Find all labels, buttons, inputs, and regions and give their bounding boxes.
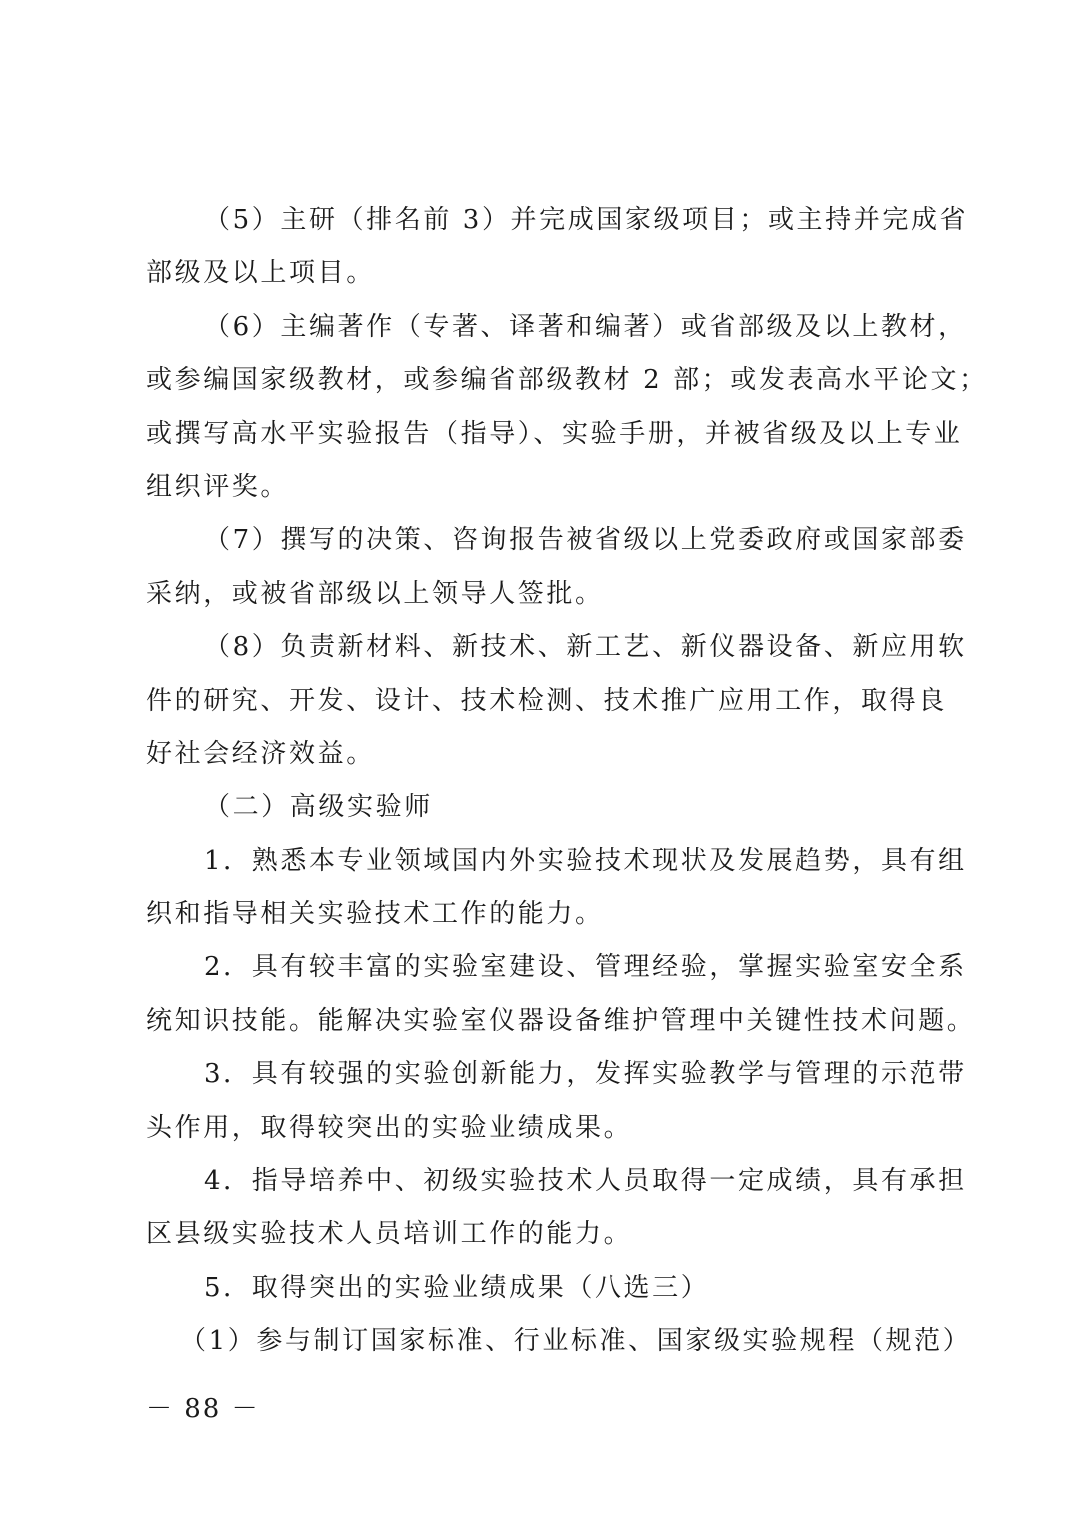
paragraph-line-point-2: 2．具有较丰富的实验室建设、管理经验，掌握实验室安全系 xyxy=(204,952,967,983)
paragraph-line-item-7-cont: 采纳，或被省部级以上领导人签批。 xyxy=(146,578,604,609)
paragraph-line-point-4-cont: 区县级实验技术人员培训工作的能力。 xyxy=(146,1219,633,1250)
paragraph-line-item-8: （8）负责新材料、新技术、新工艺、新仪器设备、新应用软 xyxy=(204,632,967,663)
section-heading-senior-experimenter: （二）高级实验师 xyxy=(204,792,433,823)
paragraph-line-item-8-cont-1: 件的研究、开发、设计、技术检测、技术推广应用工作，取得良 xyxy=(146,685,947,716)
body-text xyxy=(146,194,988,1369)
paragraph-line-item-6-cont-2: 或撰写高水平实验报告（指导）、实验手册，并被省级及以上专业 xyxy=(146,418,963,449)
paragraph-line-point-4: 4．指导培养中、初级实验技术人员取得一定成绩，具有承担 xyxy=(204,1166,967,1197)
paragraph-line-point-3: 3．具有较强的实验创新能力，发挥实验教学与管理的示范带 xyxy=(204,1059,967,1090)
paragraph-line-point-3-cont: 头作用，取得较突出的实验业绩成果。 xyxy=(146,1112,633,1143)
paragraph-line-item-5: （5）主研（排名前 3）并完成国家级项目；或主持并完成省 xyxy=(204,205,969,235)
paragraph-line-item-6: （6）主编著作（专著、译著和编著）或省部级及以上教材， xyxy=(204,311,967,342)
page-number: － 88 － xyxy=(146,1394,260,1424)
paragraph-line-subitem-1: （1）参与制订国家标准、行业标准、国家级实验规程（规范） xyxy=(180,1326,972,1357)
paragraph-line-item-6-cont-1: 或参编国家级教材，或参编省部级教材 2 部；或发表高水平论文； xyxy=(146,365,988,396)
paragraph-line-point-1: 1．熟悉本专业领域国内外实验技术现状及发展趋势，具有组 xyxy=(204,845,967,876)
paragraph-line-item-6-cont-3: 组织评奖。 xyxy=(146,471,290,502)
paragraph-line-item-8-cont-2: 好社会经济效益。 xyxy=(146,738,375,769)
paragraph-line-item-5-cont: 部级及以上项目。 xyxy=(146,258,375,289)
paragraph-line-item-7: （7）撰写的决策、咨询报告被省级以上党委政府或国家部委 xyxy=(204,525,967,556)
paragraph-line-point-1-cont: 织和指导相关实验技术工作的能力。 xyxy=(146,899,604,930)
paragraph-line-point-2-cont: 统知识技能。能解决实验室仪器设备维护管理中关键性技术问题。 xyxy=(146,1005,976,1036)
paragraph-line-point-5: 5．取得突出的实验业绩成果（八选三） xyxy=(204,1272,710,1303)
